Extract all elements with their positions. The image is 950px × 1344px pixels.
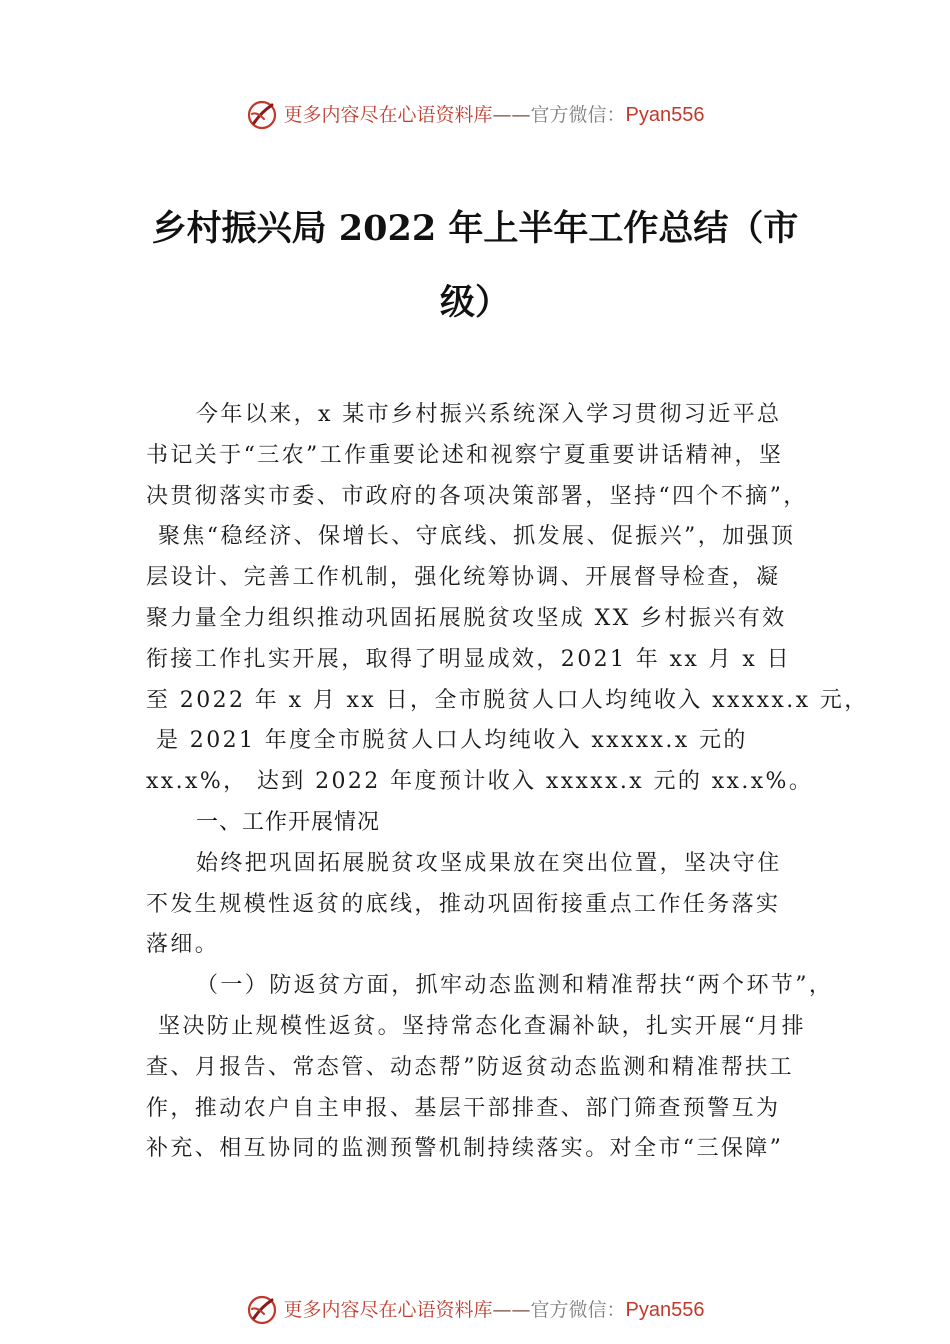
banner-separator: —— [492,1299,531,1321]
paragraph-1-line: 决贯彻落实市委、市政府的各项决策部署，坚持“四个不摘”， [146,483,808,509]
paragraph-2-line: 不发生规模性返贫的底线，推动巩固衔接重点工作任务落实 [146,891,781,917]
paragraph-1-line: 衔接工作扎实开展，取得了明显成效，2021 年 xx 月 x 日 [146,646,791,672]
brush-logo-icon [246,99,278,131]
paragraph-3-line: 作，推动农户自主申报、基层干部排查、部门筛查预警互为 [146,1095,781,1121]
paragraph-3-line: 查、月报告、常态管、动态帮”防返贫动态监测和精准帮扶工 [146,1054,795,1080]
header-watermark-banner [0,95,950,135]
brush-logo-icon [246,1294,278,1326]
paragraph-1-line: 聚焦“稳经济、保增长、守底线、抓发展、促振兴”，加强顶 [158,524,796,550]
section-heading: 一、工作开展情况 [196,809,381,835]
paragraph-1-line: 是 2021 年度全市脱贫人口人均纯收入 xxxxx.x 元的 [156,728,748,754]
paragraph-1-line: 聚力量全力组织推动巩固拓展脱贫攻坚成 XX 乡村振兴有效 [146,605,787,631]
paragraph-1-line: 层设计、完善工作机制，强化统筹协调、开展督导检查，凝 [146,565,781,591]
banner-wechat-handle: Pyan556 [625,1299,705,1321]
paragraph-1-line: xx.x%， 达到 2022 年度预计收入 xxxxx.x 元的 xx.x%。 [146,769,814,795]
paragraph-1-line: 书记关于“三农”工作重要论述和视察宁夏重要讲话精神，坚 [146,442,784,468]
banner-label: 官方微信： [530,1299,626,1321]
paragraph-1-line: 今年以来，x 某市乡村振兴系统深入学习贯彻习近平总 [196,402,782,427]
paragraph-2-line: 始终把巩固拓展脱贫攻坚成果放在突出位置，坚决守住 [196,850,782,876]
document-title-line-1: 乡村振兴局 2022 年上半年工作总结（市 [151,208,799,249]
banner-brand-text: 更多内容尽在心语资料库 [283,1299,493,1321]
footer-watermark-banner [0,1290,950,1330]
banner-brand-text: 更多内容尽在心语资料库 [283,104,493,126]
paragraph-3-line: 补充、相互协同的监测预警机制持续落实。对全市“三保障” [146,1136,784,1162]
banner-label: 官方微信： [530,104,626,126]
document-title-line-2: 级） [439,282,510,323]
paragraph-2-line: 落细。 [146,932,220,958]
banner-separator: —— [492,104,531,126]
document-body [146,395,869,1170]
paragraph-3-line: 坚决防止规模性返贫。坚持常态化查漏补缺，扎实开展“月排 [158,1013,807,1039]
banner-wechat-handle: Pyan556 [625,104,705,126]
paragraph-1-line: 至 2022 年 x 月 xx 日，全市脱贫人口人均纯收入 xxxxx.x 元， [146,687,869,713]
paragraph-3-line: （一）防返贫方面，抓牢动态监测和精准帮扶“两个环节”， [196,973,834,999]
